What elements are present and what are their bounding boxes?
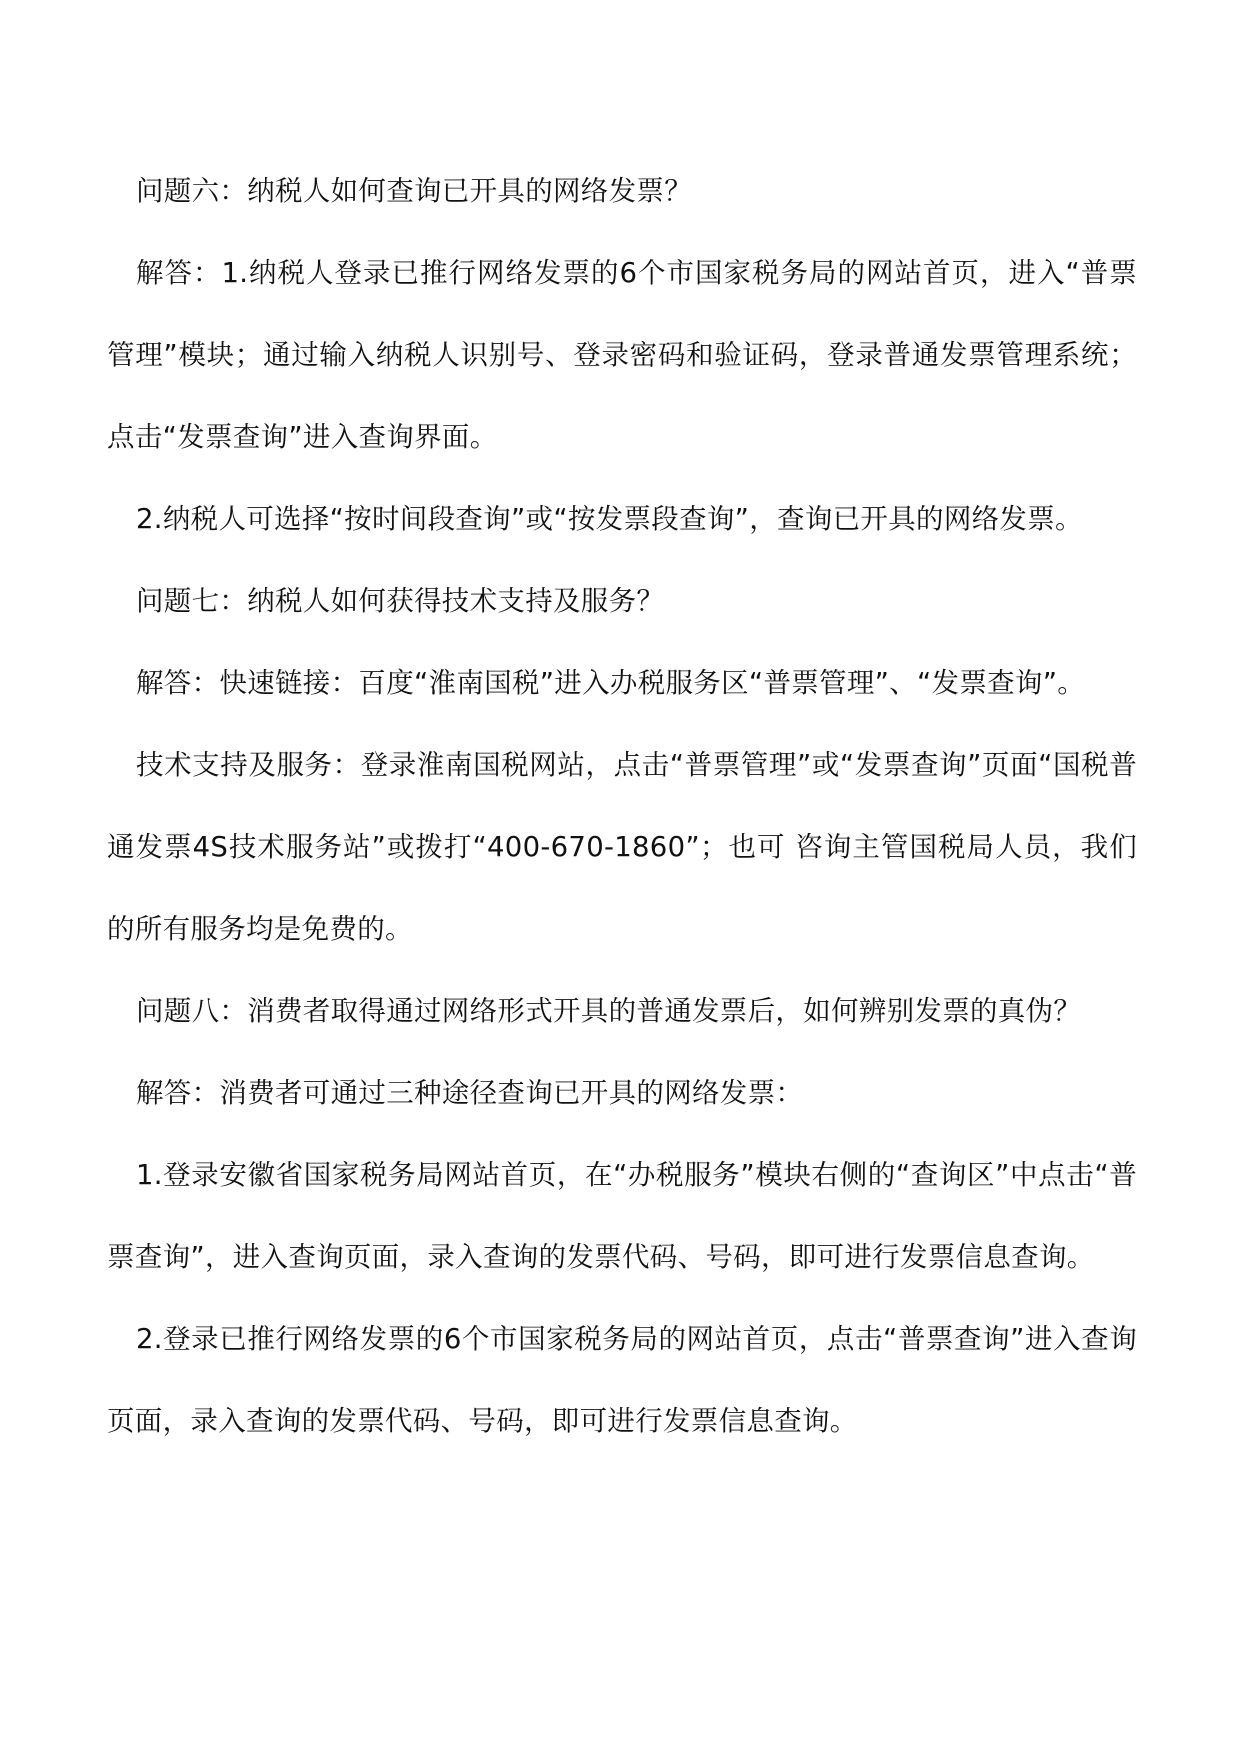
answer-6-step-2: 2.纳税人可选择“按时间段查询”或“按发票段查询”，查询已开具的网络发票。: [136, 503, 1083, 535]
question-7-heading: 问题七：纳税人如何获得技术支持及服务？: [136, 585, 665, 617]
answer-7-quick-link: 解答：快速链接：百度“淮南国税”进入办税服务区“普票管理”、“发票查询”。: [136, 667, 1086, 699]
answer-7-support: 技术支持及服务：登录淮南国税网站，点击“普票管理”或“发票查询”页面“国税普通发票4S技术服务站”或拨打“400-670-1860”；也可 咨询主管国税局人员，我们的所有服务均是免费的。: [107, 749, 1137, 945]
answer-8-method-1: 1.登录安徽省国家税务局网站首页，在“办税服务”模块右侧的“查询区”中点击“普票查询”，进入查询页面，录入查询的发票代码、号码，即可进行发票信息查询。: [107, 1159, 1137, 1273]
document-body: [107, 150, 1137, 1462]
answer-6-step-1: 解答：1.纳税人登录已推行网络发票的6个市国家税务局的网站首页，进入“普票管理”模块；通过输入纳税人识别号、登录密码和验证码，登录普通发票管理系统；点击“发票查询”进入查询界面。: [107, 257, 1137, 453]
answer-8-method-2: 2.登录已推行网络发票的6个市国家税务局的网站首页，点击“普票查询”进入查询页面，录入查询的发票代码、号码，即可进行发票信息查询。: [107, 1323, 1137, 1437]
question-8-heading: 问题八：消费者取得通过网络形式开具的普通发票后，如何辨别发票的真伪？: [136, 995, 1082, 1027]
answer-8-intro: 解答：消费者可通过三种途径查询已开具的网络发票：: [136, 1077, 804, 1109]
question-6-heading: 问题六：纳税人如何查询已开具的网络发票？: [136, 175, 692, 207]
